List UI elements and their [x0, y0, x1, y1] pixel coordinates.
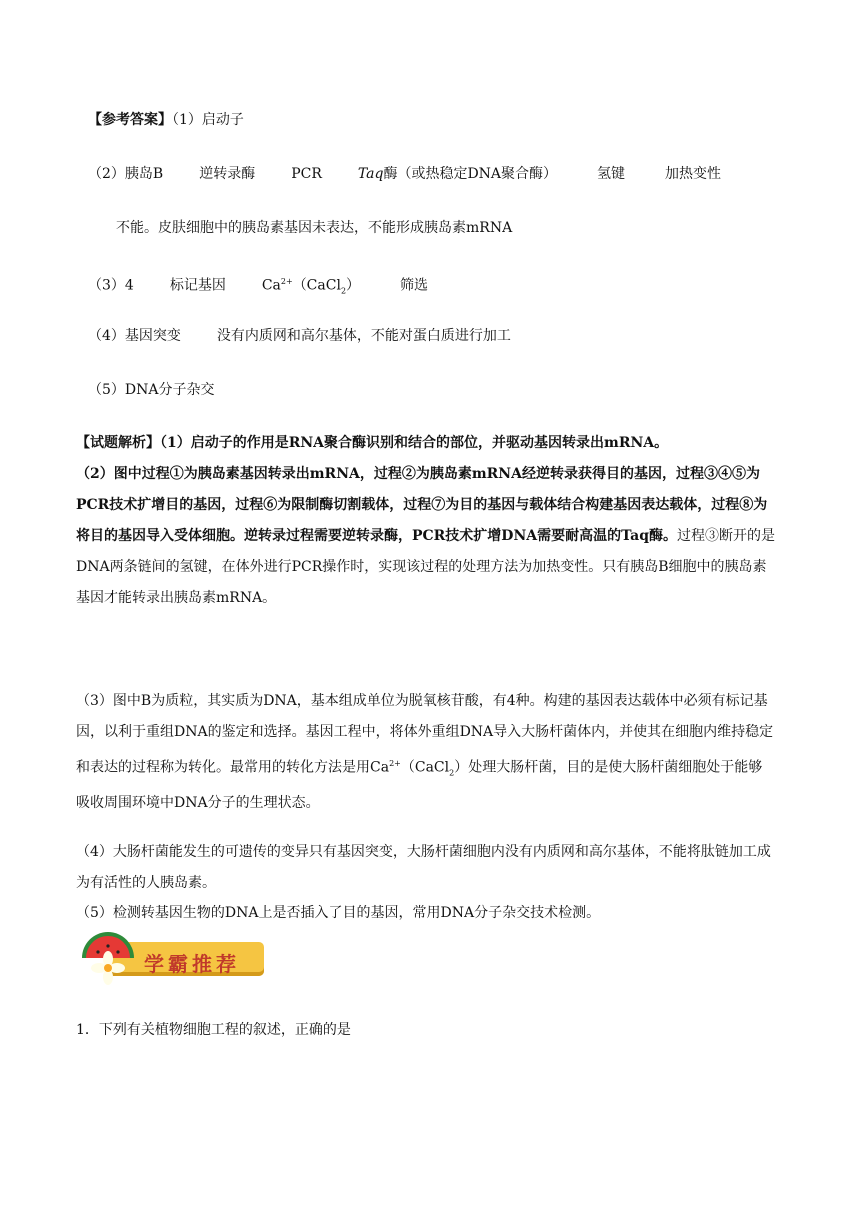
answer-cell: ）: [346, 277, 361, 294]
answer-item-1: （1）启动子: [172, 112, 244, 128]
analysis-paragraph-1: [76, 428, 776, 459]
answer-cell: 酶（或热稳定DNA聚合酶）: [383, 166, 558, 182]
analysis-text: 过程③断开的是DNA两条链间的氢键，在体外进行PCR操作时，实现该过程的处理方法为加热变性。只有胰岛B细胞中的胰岛素基因才能转录出胰岛素mRNA。: [76, 528, 776, 606]
banner-label: 学霸推荐: [144, 952, 240, 976]
superscript: 2+: [280, 277, 293, 286]
answer-line-3: [88, 272, 428, 301]
analysis-paragraph-3: [76, 686, 776, 819]
subscript: 2: [449, 768, 455, 778]
analysis-paragraph-2: [76, 459, 776, 614]
analysis-heading: 【试题解析】: [76, 435, 160, 451]
question-1: 1．下列有关植物细胞工程的叙述，正确的是: [76, 1022, 351, 1038]
answer-cell: 没有内质网和高尔基体，不能对蛋白质进行加工: [216, 328, 511, 344]
answer-cell: Taq: [357, 166, 384, 182]
answer-cell: （2）胰岛B: [88, 166, 164, 182]
analysis-bold-text: （2）图中过程①为胰岛素基因转录出mRNA，过程②为胰岛素mRNA经逆转录获得目的基因，过程③④⑤为PCR技术扩增目的基因，过程⑥为限制酶切割载体，过程⑦为目的基因与载体结合构建基因表达载体，过程⑧为将目的基因导入受体细胞。逆转录过程需要逆转录酶，PCR技术扩增DNA需要耐高温的Taq酶。: [76, 466, 768, 544]
answer-line-4: [88, 326, 511, 346]
analysis-text: ）处理大肠杆菌，目的是使大肠杆菌细胞处于能够吸收周围环境中DNA分子的生理状态。: [76, 759, 763, 812]
answer-cell: （CaCl: [292, 277, 341, 294]
recommend-banner: [78, 928, 268, 988]
analysis-paragraph-4: （4）大肠杆菌能发生的可遗传的变异只有基因突变，大肠杆菌细胞内没有内质网和高尔基体，不能将肽链加工成为有活性的人胰岛素。: [76, 844, 771, 891]
answer-cell: 加热变性: [665, 166, 722, 182]
analysis-paragraph-5: （5）检测转基因生物的DNA上是否插入了目的基因，常用DNA分子杂交技术检测。: [76, 905, 601, 921]
answer-cell: （3）4: [88, 277, 134, 294]
subscript: 2: [340, 286, 347, 296]
answer-cell: Ca: [261, 277, 281, 294]
analysis-text: （CaCl: [400, 759, 450, 776]
analysis-text: （3）图中B为质粒，其实质为DNA，基本组成单位为脱氧核苷酸，有4种。构建的基因表达载体中必须有标记基因，以利于重组DNA的鉴定和选择。基因工程中，将体外重组DNA导入大肠杆菌体内，并使其在细胞内维持稳定和表达的过程称为转化。最常用的转化方法是用Ca: [76, 693, 774, 776]
answer-heading: 【参考答案】: [88, 112, 172, 128]
answer-line-2b: 不能。皮肤细胞中的胰岛素基因未表达，不能形成胰岛素mRNA: [116, 220, 513, 236]
watermelon-flower-icon: [78, 928, 138, 988]
analysis-text: （1）启动子的作用是RNA聚合酶识别和结合的部位，并驱动基因转录出mRNA。: [160, 435, 669, 451]
answer-cell: 逆转录酶: [199, 166, 256, 182]
answer-cell: 标记基因: [169, 277, 226, 294]
answer-line-5: （5）DNA分子杂交: [88, 382, 215, 398]
answer-cell: 筛选: [400, 277, 429, 294]
answer-cell: （4）基因突变: [88, 328, 181, 344]
answer-line-2: [88, 164, 721, 184]
answer-line-1: [88, 110, 244, 130]
superscript: 2+: [389, 759, 401, 768]
answer-cell: PCR: [291, 166, 322, 182]
answer-cell: 氢键: [597, 166, 626, 182]
